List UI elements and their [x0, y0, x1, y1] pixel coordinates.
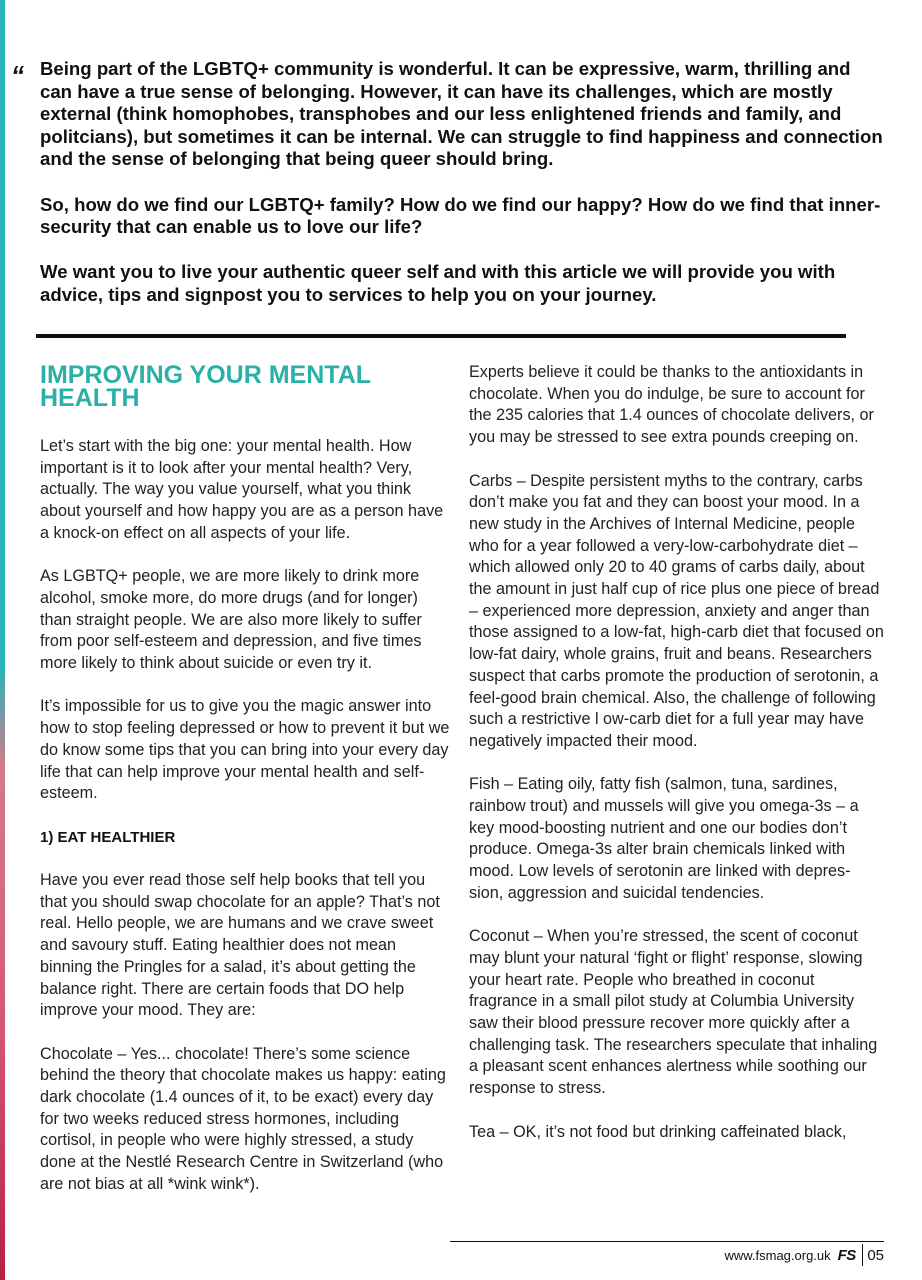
- left-paragraph-4: Have you ever read those self help books that tell you that you should swap chocolate for an apple? That’s not real. Hello people, we are humans and we crave sweet and savoury stuff. Eating healthier does not mean binning the Pringles for a salad, it’s about getting the balance right. There are certain foods that DO help improve your mood. They are:: [40, 871, 440, 1020]
- right-paragraph-2: Carbs – Despite persistent myths to the contrary, carbs don’t make you fat and they can boost your mood. In a new study in the Archives of Internal Medicine, people who for a year followed a very-low-carbohydrate diet – which allowed only 20 to 40 grams of carbs daily, about the amount in just half cup of rice plus one piece of bread – experienced more depression, anxiety and anger than those assigned to a low-fat, high-carb diet that focused on low-fat dairy, whole grains, fruit and beans. Researchers suspect that carbs promote the production of serotonin, a feel-good brain chemical. Also, the challenge of following such a restrictive l ow-carb diet for a full year may have negatively impacted their mood.: [469, 471, 884, 750]
- page-footer: [724, 1245, 884, 1265]
- left-paragraph-3: It’s impossible for us to give you the magic answer into how to stop feeling depressed or how to prevent it but we do know some tips that you can bring into your every day life that can help improve your mental health and self-esteem.: [40, 697, 450, 803]
- side-color-stripe: [0, 0, 5, 1280]
- intro-paragraph-3: We want you to live your authentic queer self and with this article we will provide you with advice, tips and signpost you to services to help you on your journey.: [40, 261, 836, 305]
- right-paragraph-1: Experts believe it could be thanks to the antioxidants in chocolate. When you do indulge, be sure to account for the 235 calories that 1.4 ounces of chocolate delivers, or you may be stressed to see extra pounds creeping on.: [469, 363, 874, 447]
- section-heading: IMPROVING YOUR MENTAL HEALTH: [40, 361, 371, 412]
- left-paragraph-1: Let’s start with the big one: your mental health. How important is it to look after your mental health? Very, actually. The way you value yourself, what you think about yourself and how happy you are as a person have a knock-on effect on all aspects of your life.: [40, 437, 444, 542]
- footer-url[interactable]: www.fsmag.org.uk: [724, 1247, 831, 1263]
- quote-mark: “: [11, 60, 24, 90]
- intro-paragraph-2: So, how do we find our LGBTQ+ family? How do we find our happy? How do we find that inner-security that can enable us to love our life?: [40, 193, 881, 238]
- footer-rule: [450, 1241, 884, 1242]
- left-paragraph-5: Chocolate – Yes... chocolate! There’s some science behind the theory that chocolate makes us happy: eating dark chocolate (1.4 ounces of it, to be exact) every day for two weeks reduced stress hormones, including cortisol, in people who were highly stressed, a study done at the Nestlé Research Centre in Switzerland (who are not bias at all *wink wink*).: [40, 1044, 446, 1193]
- right-column: [469, 362, 884, 1165]
- right-paragraph-5: Tea – OK, it’s not food but drinking caffeinated black,: [469, 1122, 847, 1141]
- right-paragraph-3: Fish – Eating oily, fatty fish (salmon, tuna, sardines, rainbow trout) and mussels will give you omega-3s – a key mood-boosting nutrient and one our bodies don’t produce. Omega-3s alter brain chemicals linked with mood. Low levels of serotonin are linked with depres-sion, aggression and suicidal tendencies.: [469, 775, 859, 902]
- section-divider: [36, 334, 846, 338]
- left-column: [40, 361, 450, 1217]
- right-paragraph-4: Coconut – When you’re stressed, the scent of coconut may blunt your natural ‘fight or flight’ response, slowing your heart rate. People who breathed in coconut fragrance in a small pilot study at Columbia University saw their blood pressure recover more quickly after a challenging task. The researchers speculate that inhaling a pleasant scent enhances alertness while soothing our response to stress.: [469, 927, 878, 1098]
- left-paragraph-2: As LGBTQ+ people, we are more likely to drink more alcohol, smoke more, do more drugs (and for longer) than straight people. We are also more likely to suffer from poor self-esteem and depression, and five times more likely to think about suicide or even try it.: [40, 567, 422, 673]
- footer-separator: [862, 1244, 864, 1266]
- subheading-eat-healthier: 1) EAT HEALTHIER: [40, 828, 176, 846]
- fs-logo: FS: [837, 1246, 856, 1264]
- page-number: 05: [867, 1246, 884, 1264]
- intro-block: [40, 58, 885, 329]
- intro-paragraph-1: Being part of the LGBTQ+ community is wonderful. It can be expressive, warm, thrilling and can have a true sense of belonging. However, it can have its challenges, which are mostly external (think homophobes, transphobes and our less enlightened friends and family, and politcians), but sometimes it can be internal. We can struggle to find happiness and connection and the sense of belonging that being queer should bring.: [40, 58, 883, 170]
